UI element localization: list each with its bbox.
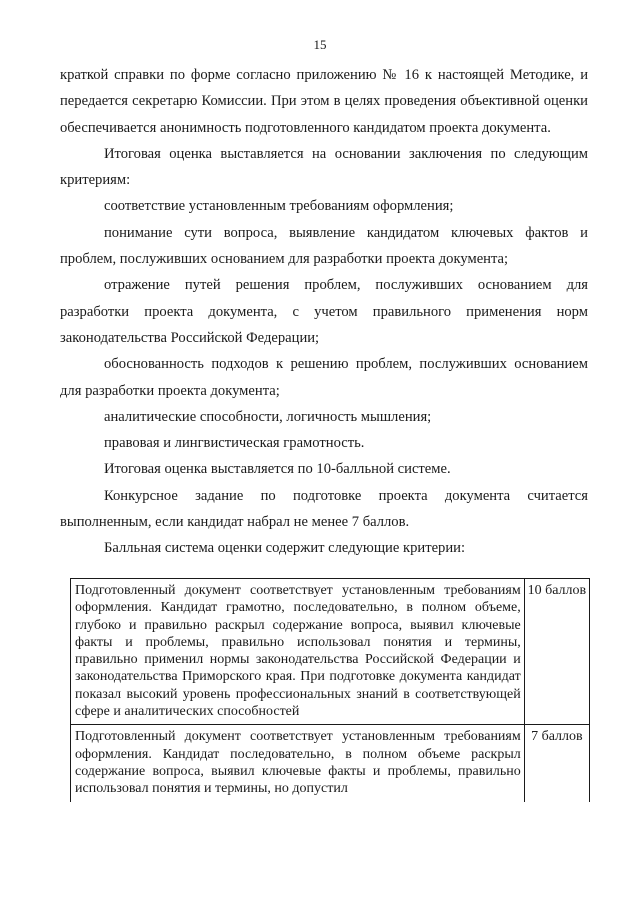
paragraph-10: Конкурсное задание по подготовке проекта документа считается выполненным, если кандидат набрал не менее 7 баллов. [60,487,588,531]
document-body [60,62,588,562]
criteria-description: Подготовленный документ соответствует установленным требованиям оформления. Кандидат грамотно, последовательно, в полном объеме, глубоко и правильно раскрыл содержание вопроса, выявил ключевые факты и проблемы, правильно использовал понятия и термины, правильно применил нормы законодательства Российской Федерации и законодательства Приморского края. При подготовке документа кандидат показал высокий уровень профессиональных знаний в соответствующей сфере и аналитических способностей [71,579,525,725]
table-row [71,579,590,725]
table-row [71,725,590,802]
paragraph-11: Балльная система оценки содержит следующие критерии: [104,540,466,557]
paragraph-6: обоснованность подходов к решению проблем, послуживших основанием для разработки проекта документа; [60,356,588,399]
criteria-description: Подготовленный документ соответствует установленным требованиям оформления. Кандидат последовательно, в полном объеме раскрыл содержание вопроса, выявил ключевые факты и проблемы, правильно использовал понятия и термины, но допустил [71,725,525,802]
criteria-score: 10 баллов [524,579,589,725]
paragraph-8: правовая и лингвистическая грамотность. [104,435,365,452]
criteria-table [70,578,590,802]
paragraph-4: понимание сути вопроса, выявление кандидатом ключевых фактов и проблем, послуживших основанием для разработки проекта документа; [60,224,588,268]
criteria-score: 7 баллов [524,725,589,802]
paragraph-7: аналитические способности, логичность мышления; [104,408,432,425]
paragraph-5: отражение путей решения проблем, послуживших основанием для разработки проекта документа, с учетом правильного применения норм законодательства Российской Федерации; [60,277,588,346]
paragraph-3: соответствие установленным требованиям оформления; [104,198,454,215]
paragraph-1: краткой справки по форме согласно приложению № 16 к настоящей Методике, и передается секретарю Комиссии. При этом в целях проведения объективной оценки обеспечивается анонимность подготовленного кандидатом проекта документа. [60,67,588,136]
paragraph-2: Итоговая оценка выставляется на основании заключения по следующим критериям: [60,145,588,189]
paragraph-9: Итоговая оценка выставляется по 10-балльной системе. [104,461,451,478]
page-number: 15 [313,37,327,52]
